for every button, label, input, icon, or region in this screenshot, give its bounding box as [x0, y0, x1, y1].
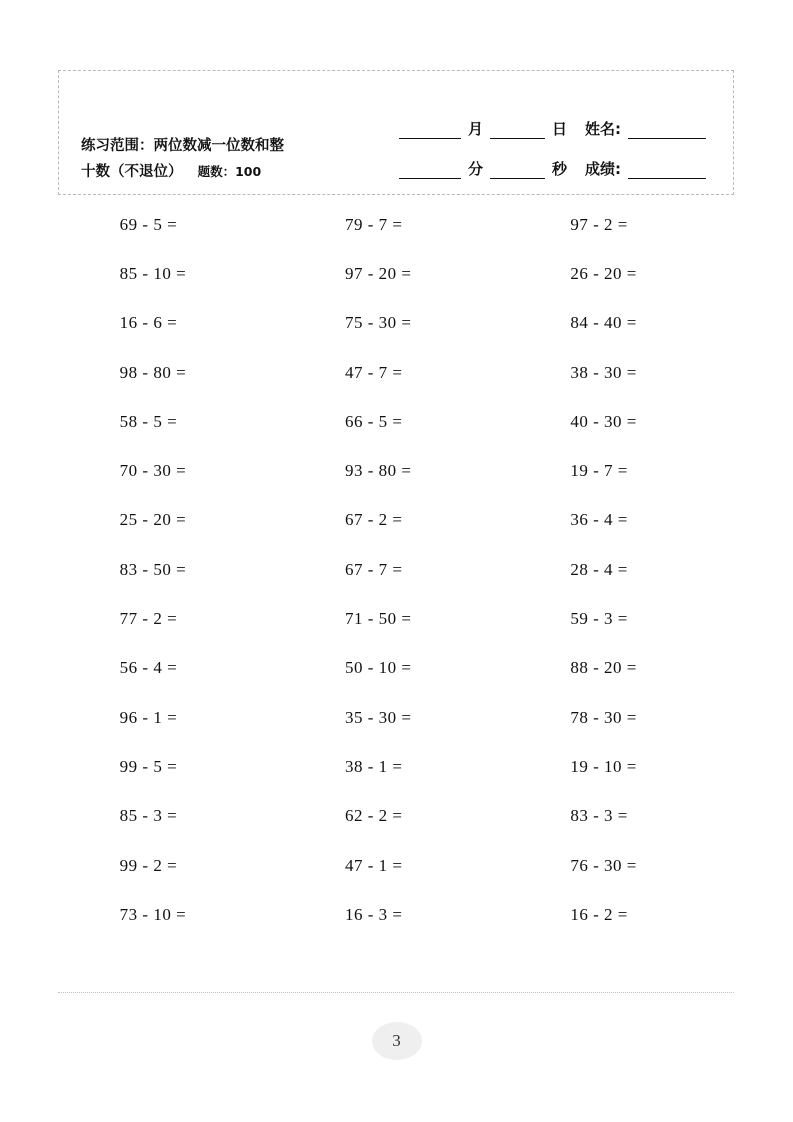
problem-item[interactable]: [283, 200, 508, 249]
problem-item[interactable]: [58, 496, 283, 545]
problem-item[interactable]: [509, 299, 734, 348]
problem-text: 99 - 5 =: [119, 756, 178, 776]
problem-item[interactable]: [58, 594, 283, 643]
problem-text: 83 - 3 =: [570, 806, 628, 826]
problem-item[interactable]: [283, 496, 508, 545]
problem-text: 66 - 5 =: [344, 411, 403, 431]
problem-text: 19 - 10 =: [570, 756, 637, 776]
problem-text: 99 - 2 =: [119, 855, 178, 875]
problem-text: 96 - 1 =: [119, 707, 178, 727]
problem-text: 73 - 10 =: [119, 904, 187, 924]
problem-item[interactable]: [283, 594, 508, 643]
problem-item[interactable]: [283, 792, 508, 841]
practice-scope: [81, 133, 371, 185]
problem-item[interactable]: [58, 792, 283, 841]
problem-item[interactable]: [58, 841, 283, 890]
problem-item[interactable]: [509, 792, 734, 841]
name-blank[interactable]: [628, 124, 706, 139]
problem-text: 47 - 1 =: [344, 855, 403, 875]
score-blank[interactable]: [628, 164, 706, 179]
date-row: [381, 99, 711, 139]
problem-text: 77 - 2 =: [119, 609, 178, 629]
problem-text: 40 - 30 =: [570, 411, 637, 431]
problem-item[interactable]: [283, 446, 508, 495]
problem-item[interactable]: [509, 397, 734, 446]
problem-item[interactable]: [58, 299, 283, 348]
problem-item[interactable]: [283, 397, 508, 446]
problem-text: 67 - 2 =: [344, 510, 403, 530]
problem-item[interactable]: [58, 446, 283, 495]
problem-text: 85 - 10 =: [119, 263, 187, 283]
problem-item[interactable]: [283, 299, 508, 348]
header-fields: [381, 99, 711, 179]
problem-item[interactable]: [58, 397, 283, 446]
problem-text: 75 - 30 =: [344, 313, 412, 333]
problem-text: 78 - 30 =: [570, 707, 637, 727]
problem-text: 47 - 7 =: [344, 362, 403, 382]
second-label: 秒: [551, 160, 567, 178]
problem-item[interactable]: [509, 841, 734, 890]
problem-text: 93 - 80 =: [344, 461, 412, 481]
day-blank[interactable]: [490, 124, 545, 139]
problem-text: 97 - 2 =: [570, 214, 628, 234]
month-blank[interactable]: [399, 124, 461, 139]
problem-text: 16 - 3 =: [344, 904, 403, 924]
problem-item[interactable]: [283, 841, 508, 890]
problem-text: 56 - 4 =: [119, 658, 178, 678]
problem-item[interactable]: [58, 644, 283, 693]
problem-count-label: 题数：100: [197, 164, 262, 179]
minute-label: 分: [467, 160, 483, 178]
problem-text: 79 - 7 =: [344, 214, 403, 234]
problem-text: 97 - 20 =: [344, 263, 412, 283]
problem-item[interactable]: [283, 644, 508, 693]
page-number-text: 3: [392, 1031, 401, 1050]
problem-text: 83 - 50 =: [119, 559, 187, 579]
problem-item[interactable]: [58, 890, 283, 939]
problem-item[interactable]: [283, 545, 508, 594]
day-label: 日: [551, 120, 567, 138]
practice-scope-line1: 练习范围：两位数减一位数和整: [81, 138, 284, 154]
second-blank[interactable]: [490, 164, 545, 179]
problem-item[interactable]: [58, 249, 283, 298]
problem-text: 70 - 30 =: [119, 461, 187, 481]
problem-item[interactable]: [283, 249, 508, 298]
problem-text: 88 - 20 =: [570, 658, 637, 678]
page-number-badge: [372, 1022, 422, 1060]
problem-item[interactable]: [509, 249, 734, 298]
score-label: 成绩:: [585, 160, 621, 178]
problem-text: 26 - 20 =: [570, 263, 637, 283]
problem-item[interactable]: [509, 446, 734, 495]
problem-item[interactable]: [58, 693, 283, 742]
problem-item[interactable]: [58, 545, 283, 594]
problem-text: 85 - 3 =: [119, 806, 178, 826]
problem-text: 16 - 6 =: [119, 313, 178, 333]
problem-text: 16 - 2 =: [570, 904, 628, 924]
problem-item[interactable]: [283, 693, 508, 742]
problem-text: 38 - 1 =: [344, 756, 403, 776]
problems-grid: [58, 200, 734, 939]
month-label: 月: [467, 120, 483, 138]
problem-text: 58 - 5 =: [119, 411, 178, 431]
problem-text: 36 - 4 =: [570, 510, 628, 530]
problem-text: 76 - 30 =: [570, 855, 637, 875]
problem-item[interactable]: [58, 742, 283, 791]
problem-item[interactable]: [283, 742, 508, 791]
problem-text: 62 - 2 =: [344, 806, 403, 826]
problem-item[interactable]: [509, 348, 734, 397]
problem-item[interactable]: [58, 200, 283, 249]
header-info-box: [58, 70, 734, 195]
problem-text: 69 - 5 =: [119, 214, 178, 234]
problem-item[interactable]: [509, 594, 734, 643]
problem-text: 67 - 7 =: [344, 559, 403, 579]
problem-text: 25 - 20 =: [119, 510, 187, 530]
problem-item[interactable]: [58, 348, 283, 397]
problem-item[interactable]: [509, 742, 734, 791]
problem-text: 19 - 7 =: [570, 461, 628, 481]
problem-item[interactable]: [509, 693, 734, 742]
problem-text: 50 - 10 =: [344, 658, 412, 678]
problem-item[interactable]: [509, 644, 734, 693]
problem-item[interactable]: [509, 545, 734, 594]
footer-divider: [58, 992, 734, 993]
problem-item[interactable]: [509, 890, 734, 939]
problem-item[interactable]: [509, 200, 734, 249]
problem-text: 84 - 40 =: [570, 313, 637, 333]
problem-item[interactable]: [509, 496, 734, 545]
time-row: [381, 139, 711, 179]
problem-text: 98 - 80 =: [119, 362, 187, 382]
problem-text: 28 - 4 =: [570, 559, 628, 579]
name-label: 姓名:: [585, 120, 621, 138]
problem-text: 59 - 3 =: [570, 609, 628, 629]
problem-text: 38 - 30 =: [570, 362, 637, 382]
problem-item[interactable]: [283, 890, 508, 939]
minute-blank[interactable]: [399, 164, 461, 179]
practice-scope-line2: 十数（不退位）: [81, 164, 183, 180]
problem-item[interactable]: [283, 348, 508, 397]
problem-text: 35 - 30 =: [344, 707, 412, 727]
problem-text: 71 - 50 =: [344, 609, 412, 629]
